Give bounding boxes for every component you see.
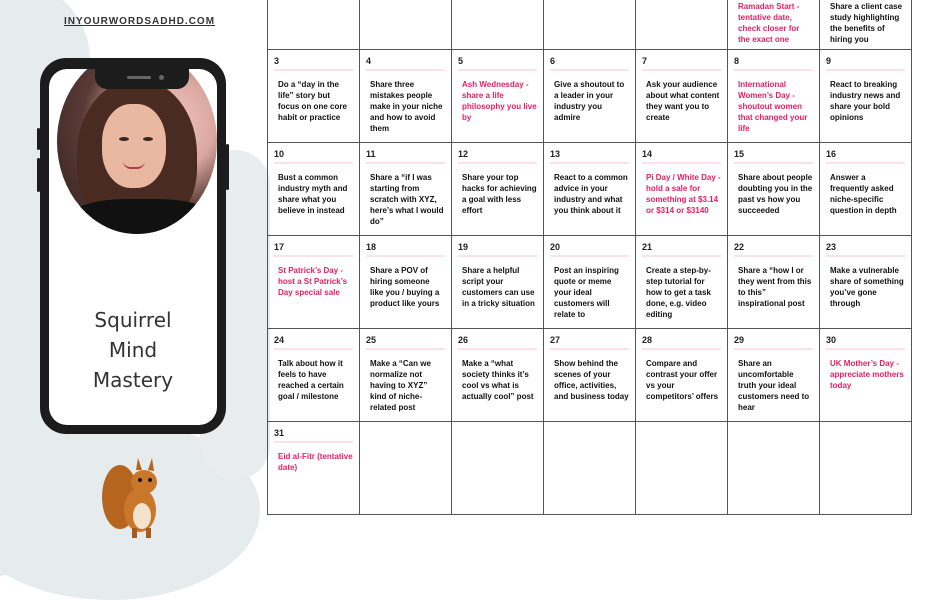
calendar-week: [268, 143, 912, 236]
day-event: Make a vulnerable share of something you’ve gone through: [830, 266, 904, 308]
calendar-day: [636, 236, 728, 329]
day-event: React to breaking industry news and share your bold opinions: [830, 80, 901, 122]
day-number: 17: [274, 242, 285, 252]
day-number: 21: [642, 242, 653, 252]
calendar-day-empty: [544, 422, 636, 515]
calendar-day: [728, 0, 820, 50]
calendar-day: [268, 422, 360, 515]
day-event: Share a “if I was starting from scratch with XYZ, here’s what I would do”: [370, 173, 444, 226]
content-calendar: [267, 0, 912, 515]
day-event: Eid al-Fitr (tentative date): [278, 452, 353, 472]
phone-mockup: [40, 58, 226, 434]
calendar-day: [360, 143, 452, 236]
calendar-day: [268, 143, 360, 236]
calendar-day: [820, 0, 912, 50]
calendar-day-empty: [728, 422, 820, 515]
calendar-week: [268, 329, 912, 422]
calendar-day-empty: [544, 0, 636, 50]
calendar-day: [728, 329, 820, 422]
calendar-day: [728, 143, 820, 236]
phone-button: [226, 144, 229, 190]
calendar-day-empty: [268, 0, 360, 50]
day-event: Compare and contrast your offer vs your competitors’ offers: [646, 359, 719, 401]
logo-line: Mind: [108, 338, 158, 362]
calendar-day-empty: [360, 422, 452, 515]
day-number: 30: [826, 335, 837, 345]
day-event: Share an uncomfortable truth your ideal customers need to hear: [738, 359, 810, 412]
day-number: 3: [274, 56, 280, 66]
day-event: Ask your audience about what content they want you to create: [646, 80, 720, 122]
calendar-day: [452, 50, 544, 143]
calendar-week: [268, 422, 912, 515]
day-number: 6: [550, 56, 556, 66]
calendar-day: [268, 50, 360, 143]
day-event: Do a “day in the life” story but focus on one core habit or practice: [278, 80, 347, 122]
day-event: Make a “what society thinks it’s cool vs what is actually cool” post: [462, 359, 534, 401]
calendar-day: [544, 50, 636, 143]
day-event: Talk about how it feels to have reached a certain goal / milestone: [278, 359, 344, 401]
calendar-day: [636, 50, 728, 143]
day-event: Ramadan Start - tentative date, check closer for the exact one: [738, 2, 800, 44]
day-number: 9: [826, 56, 832, 66]
calendar-day-empty: [452, 422, 544, 515]
day-event: Share three mistakes people make in your niche and how to avoid them: [370, 80, 443, 133]
day-number: 12: [458, 149, 469, 159]
day-event: Share a POV of hiring someone like you / buying a product like yours: [370, 266, 440, 308]
phone-button: [37, 158, 40, 192]
day-number: 19: [458, 242, 469, 252]
day-event: Make a “Can we normalize not having to XYZ” kind of niche-related post: [370, 359, 431, 412]
calendar-week: [268, 0, 912, 50]
calendar-day-empty: [820, 422, 912, 515]
day-number: 25: [366, 335, 377, 345]
day-number: 14: [642, 149, 653, 159]
day-number: 7: [642, 56, 648, 66]
calendar-day: [820, 236, 912, 329]
calendar-day-empty: [636, 0, 728, 50]
calendar-day: [728, 236, 820, 329]
day-number: 20: [550, 242, 561, 252]
day-event: React to a common advice in your industry and what you think about it: [554, 173, 628, 215]
calendar-day: [360, 50, 452, 143]
day-event: Share your top hacks for achieving a goal with less effort: [462, 173, 537, 215]
day-event: Create a step-by-step tutorial for how to get a task done, e.g. video editing: [646, 266, 711, 319]
day-number: 13: [550, 149, 561, 159]
logo-line: Squirrel: [94, 308, 172, 332]
calendar-day: [820, 329, 912, 422]
calendar-day: [360, 329, 452, 422]
day-number: 24: [274, 335, 285, 345]
calendar-week: [268, 50, 912, 143]
day-number: 26: [458, 335, 469, 345]
calendar-day: [544, 143, 636, 236]
day-event: Share a “how I or they went from this to this” inspirational post: [738, 266, 812, 308]
day-number: 18: [366, 242, 377, 252]
calendar-day-empty: [636, 422, 728, 515]
day-event: Bust a common industry myth and share what you believe in instead: [278, 173, 348, 215]
day-event: International Women’s Day - shoutout women that changed your life: [738, 80, 808, 133]
day-event: Show behind the scenes of your office, activities, and business today: [554, 359, 629, 401]
squirrel-icon: [100, 452, 170, 540]
calendar-day: [268, 329, 360, 422]
site-url[interactable]: INYOURWORDSADHD.COM: [64, 16, 216, 27]
phone-screen: [49, 69, 217, 425]
day-event: St Patrick’s Day - host a St Patrick’s Day special sale: [278, 266, 348, 297]
day-event: UK Mother’s Day - appreciate mothers today: [830, 359, 904, 390]
day-number: 29: [734, 335, 745, 345]
day-event: Share a helpful script your customers can use in a tricky situation: [462, 266, 535, 308]
day-event: Pi Day / White Day - hold a sale for something at $3.14 or $314 or $3140: [646, 173, 721, 215]
profile-photo: [57, 69, 217, 234]
day-number: 16: [826, 149, 837, 159]
day-number: 5: [458, 56, 464, 66]
calendar-day: [820, 143, 912, 236]
day-number: 31: [274, 428, 285, 438]
brand-logo: [49, 305, 217, 395]
day-event: Share about people doubting you in the past vs how you succeeded: [738, 173, 813, 215]
day-number: 4: [366, 56, 372, 66]
day-number: 8: [734, 56, 740, 66]
day-number: 15: [734, 149, 745, 159]
day-number: 10: [274, 149, 285, 159]
calendar-day-empty: [452, 0, 544, 50]
day-number: 23: [826, 242, 837, 252]
day-event: Post an inspiring quote or meme your ideal customers will relate to: [554, 266, 619, 319]
calendar-day: [544, 329, 636, 422]
calendar-day: [452, 236, 544, 329]
day-number: 22: [734, 242, 745, 252]
phone-notch: [95, 69, 189, 89]
calendar-day: [452, 329, 544, 422]
calendar-day: [544, 236, 636, 329]
calendar-day: [636, 143, 728, 236]
day-event: Share a client case study highlighting the benefits of hiring you: [830, 2, 903, 44]
day-event: Give a shoutout to a leader in your industry you admire: [554, 80, 625, 122]
calendar-day-empty: [360, 0, 452, 50]
calendar-week: [268, 236, 912, 329]
day-number: 11: [366, 149, 376, 159]
logo-line: Mastery: [92, 368, 174, 392]
day-event: Ash Wednesday - share a life philosophy you live by: [462, 80, 537, 122]
day-number: 28: [642, 335, 653, 345]
calendar-day: [636, 329, 728, 422]
calendar-day: [728, 50, 820, 143]
phone-button: [37, 128, 40, 150]
calendar-day: [452, 143, 544, 236]
calendar-day: [360, 236, 452, 329]
calendar-day: [820, 50, 912, 143]
calendar-day: [268, 236, 360, 329]
day-number: 27: [550, 335, 561, 345]
day-event: Answer a frequently asked niche-specific question in depth: [830, 173, 897, 215]
